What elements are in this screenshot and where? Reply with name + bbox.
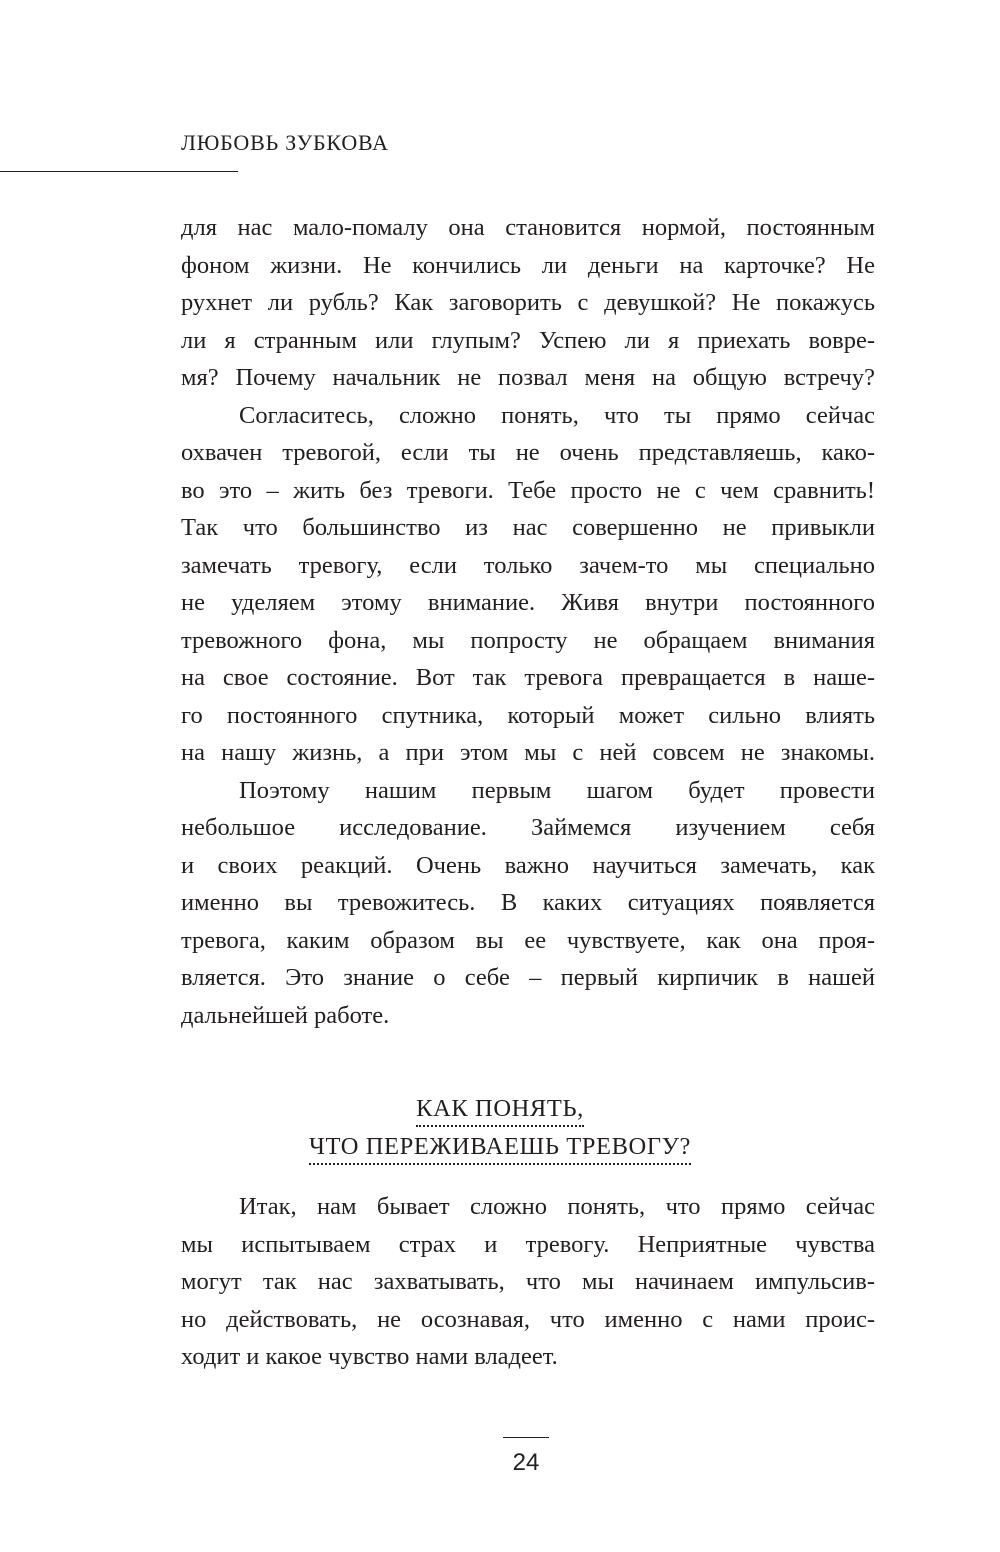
text-line: Поэтому нашим первым шагом будет провести (239, 776, 875, 804)
text-line: именно вы тревожитесь. В каких ситуациях появляется (181, 889, 875, 916)
text-line: небольшое исследование. Займемся изучением себя (181, 814, 875, 841)
paragraph-2 (181, 397, 875, 772)
text-line: ходит и какое чувство нами владеет. (181, 1343, 558, 1370)
text-line: Согласитесь, сложно понять, что ты прямо сейчас (239, 401, 875, 429)
text-line: во это – жить без тревоги. Тебе просто не с чем сравнить! (181, 476, 875, 504)
text-line: охвачен тревогой, если ты не очень представляешь, како- (181, 439, 875, 466)
text-line: но действовать, не осознавая, что именно с нами проис- (181, 1305, 875, 1333)
text-line: дальнейшей работе. (181, 1001, 390, 1029)
text-line: го постоянного спутника, который может сильно влиять (181, 701, 875, 729)
text-line: тревога, каким образом вы ее чувствуете, как она проя- (181, 926, 875, 954)
section-heading-text-1: КАК ПОНЯТЬ, (416, 1094, 584, 1127)
text-line: замечать тревогу, если только зачем-то мы специально (181, 551, 875, 579)
text-line: и своих реакций. Очень важно научиться замечать, как (181, 851, 875, 879)
section-heading-line-1 (0, 1090, 1000, 1128)
paragraph-4 (181, 1188, 875, 1376)
text-line: могут так нас захватывать, что мы начинаем импульсив- (181, 1268, 875, 1295)
running-head: ЛЮБОВЬ ЗУБКОВА (181, 130, 389, 155)
text-line: Итак, нам бывает сложно понять, что прямо сейчас (239, 1193, 875, 1220)
page-number: 24 (512, 1449, 540, 1476)
section-heading-line-2 (0, 1128, 1000, 1166)
text-line: не уделяем этому внимание. Живя внутри постоянного (181, 589, 875, 616)
section-heading-text-2: ЧТО ПЕРЕЖИВАЕШЬ ТРЕВОГУ? (309, 1132, 691, 1165)
section-heading (0, 1090, 1000, 1166)
text-line: ли я странным или глупым? Успею ли я приехать вовре- (181, 326, 875, 354)
text-line: мя? Почему начальник не позвал меня на общую встречу? (181, 364, 875, 391)
header-rule (0, 171, 238, 172)
text-line: на нашу жизнь, а при этом мы с ней совсем не знакомы. (181, 739, 875, 766)
text-line: тревожного фона, мы попросту не обращаем внимания (181, 626, 875, 654)
text-line: Так что большинство из нас совершенно не привыкли (181, 514, 875, 541)
text-line: на свое состояние. Вот так тревога превращается в наше- (181, 664, 875, 691)
text-line: рухнет ли рубль? Как заговорить с девушкой? Не покажусь (181, 289, 875, 316)
paragraph-1 (181, 209, 875, 397)
paragraph-3 (181, 772, 875, 1035)
text-line: мы испытываем страх и тревогу. Неприятные чувства (181, 1230, 875, 1258)
text-line: для нас мало-помалу она становится нормой, постоянным (181, 214, 875, 241)
text-line: фоном жизни. Не кончились ли деньги на карточке? Не (181, 251, 875, 279)
footer-rule (503, 1437, 549, 1438)
text-line: вляется. Это знание о себе – первый кирпичик в нашей (181, 964, 875, 991)
